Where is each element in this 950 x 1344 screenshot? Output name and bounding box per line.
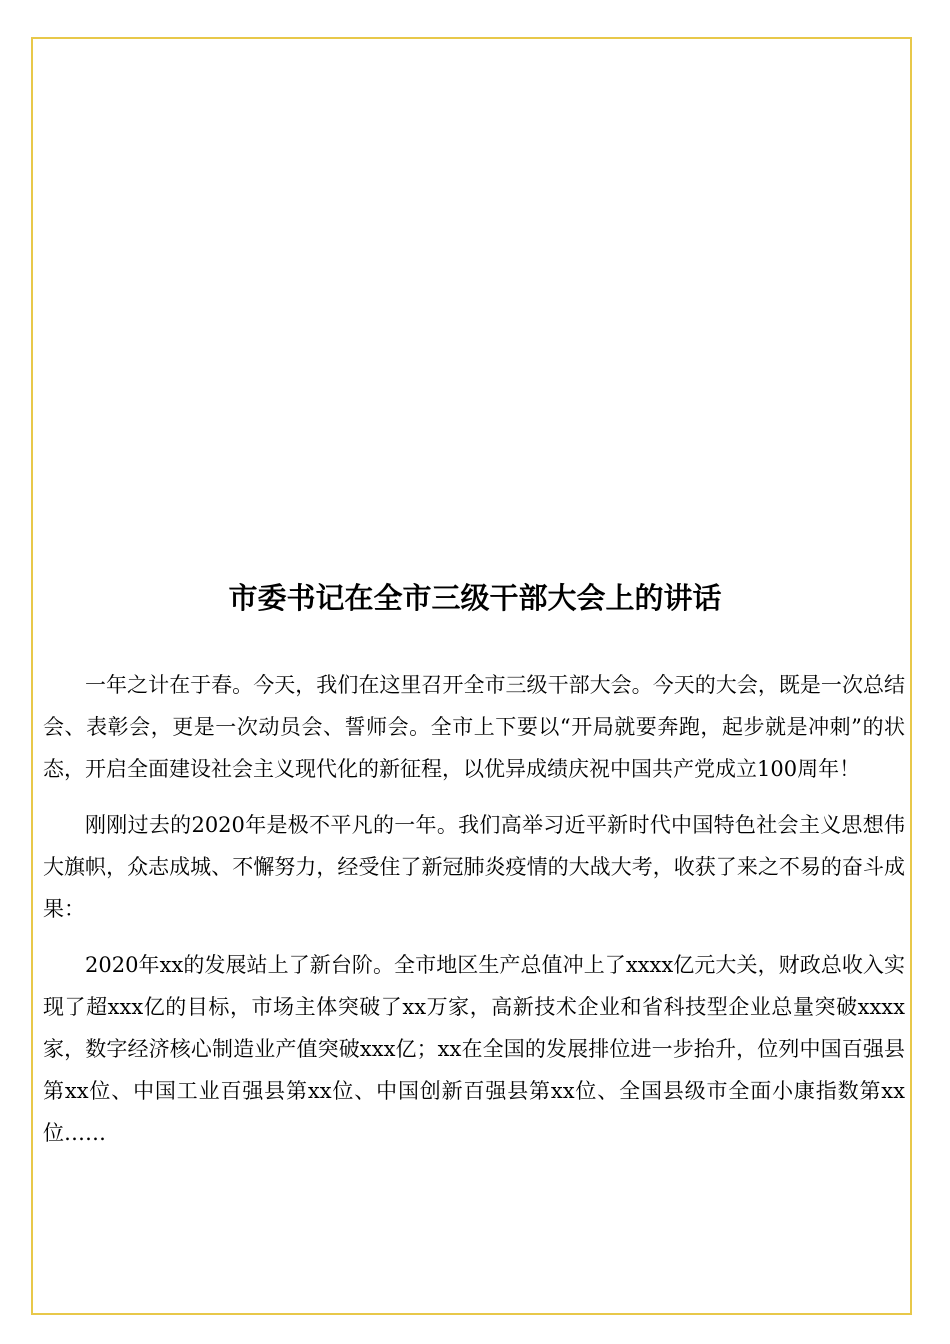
paragraph-achievements: 2020年xx的发展站上了新台阶。全市地区生产总值冲上了xxxx亿元大关，财政总收入实现了超xxx亿的目标，市场主体突破了xx万家，高新技术企业和省科技型企业总量突破xxxx家，数字经济核心制造业产值突破xxx亿；xx在全国的发展排位进一步抬升，位列中国百强县第xx位、中国工业百强县第xx位、中国创新百强县第xx位、全国县级市全面小康指数第xx位…… bbox=[43, 953, 905, 1145]
document-body bbox=[43, 664, 905, 1168]
paragraph-review-2020: 刚刚过去的2020年是极不平凡的一年。我们高举习近平新时代中国特色社会主义思想伟大旗帜，众志成城、不懈努力，经受住了新冠肺炎疫情的大战大考，收获了来之不易的奋斗成果： bbox=[43, 813, 905, 921]
paragraph-opening: 一年之计在于春。今天，我们在这里召开全市三级干部大会。今天的大会，既是一次总结会、表彰会，更是一次动员会、誓师会。全市上下要以“开局就要奔跑，起步就是冲刺”的状态，开启全面建设社会主义现代化的新征程，以优异成绩庆祝中国共产党成立100周年！ bbox=[43, 673, 905, 781]
document-title: 市委书记在全市三级干部大会上的讲话 bbox=[228, 581, 722, 615]
